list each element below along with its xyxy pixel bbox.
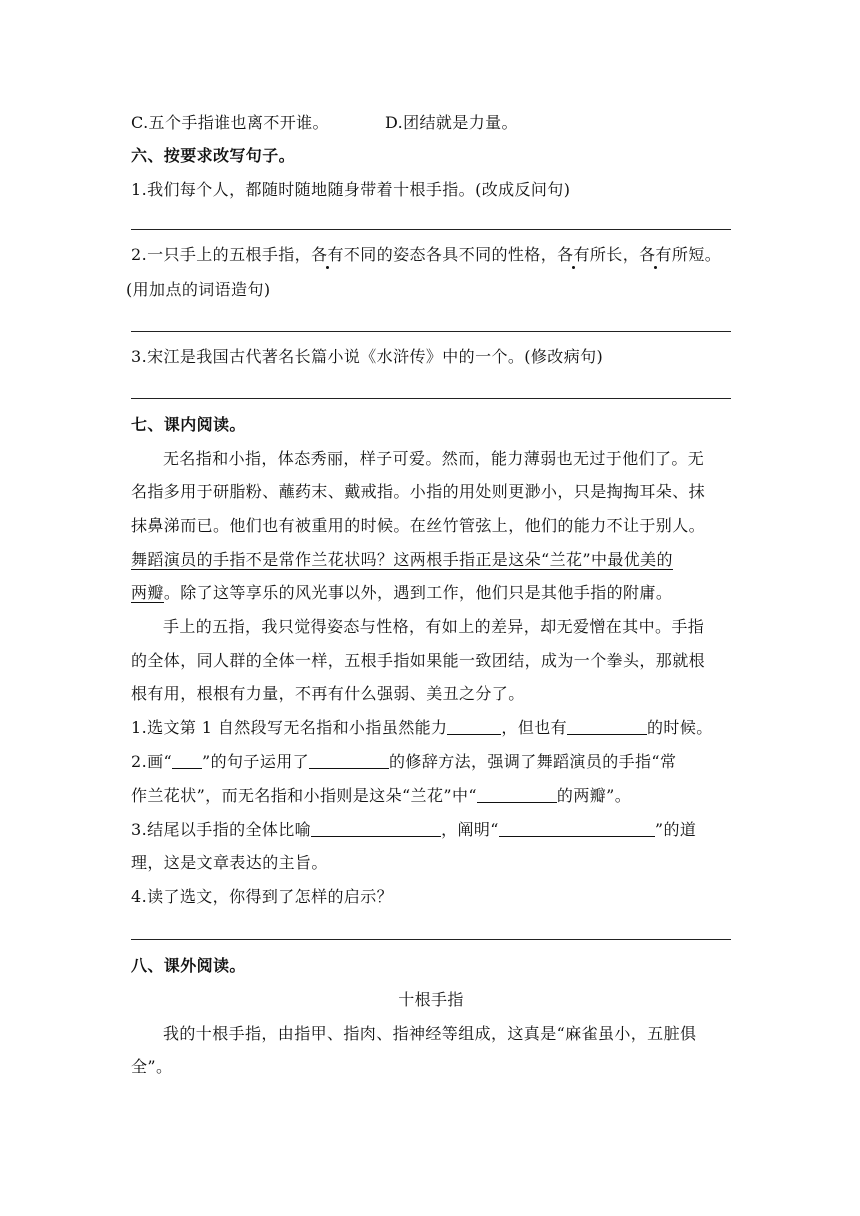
dotted-word: 各有 bbox=[557, 245, 590, 264]
underlined-sentence-end: 两瓣 bbox=[131, 583, 164, 602]
section8-paragraph-line: 我的十根手指，由指甲、指肉、指神经等组成，这真是“麻雀虽小，五脏俱 bbox=[163, 1024, 697, 1043]
section7-q1: 1.选文第 1 自然段写无名指和小指虽然能力 ，但也有 的时候。 bbox=[131, 718, 713, 737]
section8-paragraph-line: 全”。 bbox=[131, 1057, 173, 1076]
section7-paragraph-line: 手上的五指，我只觉得姿态与性格，有如上的差异，却无爱憎在其中。手指 bbox=[163, 617, 705, 636]
section6-heading: 六、按要求改写句子。 bbox=[131, 146, 296, 165]
answer-line-6-3 bbox=[131, 398, 731, 399]
dotted-word: 各有 bbox=[311, 245, 344, 264]
answer-line-6-1 bbox=[131, 229, 731, 230]
fill-blank[interactable] bbox=[499, 820, 655, 837]
answer-line-6-2 bbox=[131, 331, 731, 332]
fill-blank[interactable] bbox=[172, 752, 202, 769]
section6-q3: 3.宋江是我国古代著名长篇小说《水浒传》中的一个。(修改病句) bbox=[131, 347, 604, 366]
option-c: C.五个手指谁也离不开谁。 bbox=[131, 113, 329, 132]
answer-line-7-4 bbox=[131, 939, 731, 940]
section6-q1: 1.我们每个人，都随时随地随身带着十根手指。(改成反问句) bbox=[131, 180, 571, 199]
section7-q4: 4.读了选文，你得到了怎样的启示？ bbox=[131, 887, 394, 906]
underlined-sentence: 舞蹈演员的手指不是常作兰花状吗？这两根手指正是这朵“兰花”中最优美的 bbox=[131, 550, 673, 569]
fill-blank[interactable] bbox=[447, 718, 501, 735]
section7-paragraph-line: 两瓣。除了这等享乐的风光事以外，遇到工作，他们只是其他手指的附庸。 bbox=[131, 583, 673, 602]
section6-q2: 2.一只手上的五根手指，各有不同的姿态各具不同的性格，各有所长，各有所短。 bbox=[131, 245, 722, 264]
fill-blank[interactable] bbox=[567, 718, 647, 735]
section7-paragraph-line: 无名指和小指，体态秀丽，样子可爱。然而，能力薄弱也无过于他们了。无 bbox=[163, 449, 705, 468]
section7-heading: 七、课内阅读。 bbox=[131, 415, 246, 434]
section7-paragraph-line bbox=[131, 550, 731, 570]
dotted-word: 各有 bbox=[639, 245, 672, 264]
section7-q2: 2.画“ ”的句子运用了 的修辞方法，强调了舞蹈演员的手指“常 bbox=[131, 752, 677, 771]
fill-blank[interactable] bbox=[477, 786, 557, 803]
fill-blank[interactable] bbox=[311, 820, 441, 837]
options-row bbox=[131, 113, 731, 133]
section8-title: 十根手指 bbox=[398, 990, 464, 1009]
option-d: D.团结就是力量。 bbox=[384, 113, 518, 132]
section7-paragraph-line: 抹鼻涕而已。他们也有被重用的时候。在丝竹管弦上，他们的能力不让于别人。 bbox=[131, 516, 706, 535]
section7-q3: 3.结尾以手指的全体比喻 ，阐明“ ”的道 bbox=[131, 820, 697, 839]
fill-blank[interactable] bbox=[309, 752, 389, 769]
section7-paragraph-line: 根有用，根根有力量，不再有什么强弱、美丑之分了。 bbox=[131, 684, 525, 703]
section7-paragraph-line: 的全体，同人群的全体一样，五根手指如果能一致团结，成为一个拳头，那就根 bbox=[131, 651, 706, 670]
section7-q3-cont: 理，这是文章表达的主旨。 bbox=[131, 853, 328, 872]
section7-q2-cont: 作兰花状”，而无名指和小指则是这朵“兰花”中“ 的两瓣”。 bbox=[131, 786, 632, 805]
section6-q2-note: (用加点的词语造句) bbox=[126, 280, 271, 299]
section7-paragraph-line: 名指多用于研脂粉、蘸药末、戴戒指。小指的用处则更渺小，只是掏掏耳朵、抹 bbox=[131, 482, 706, 501]
section8-heading: 八、课外阅读。 bbox=[131, 956, 246, 975]
